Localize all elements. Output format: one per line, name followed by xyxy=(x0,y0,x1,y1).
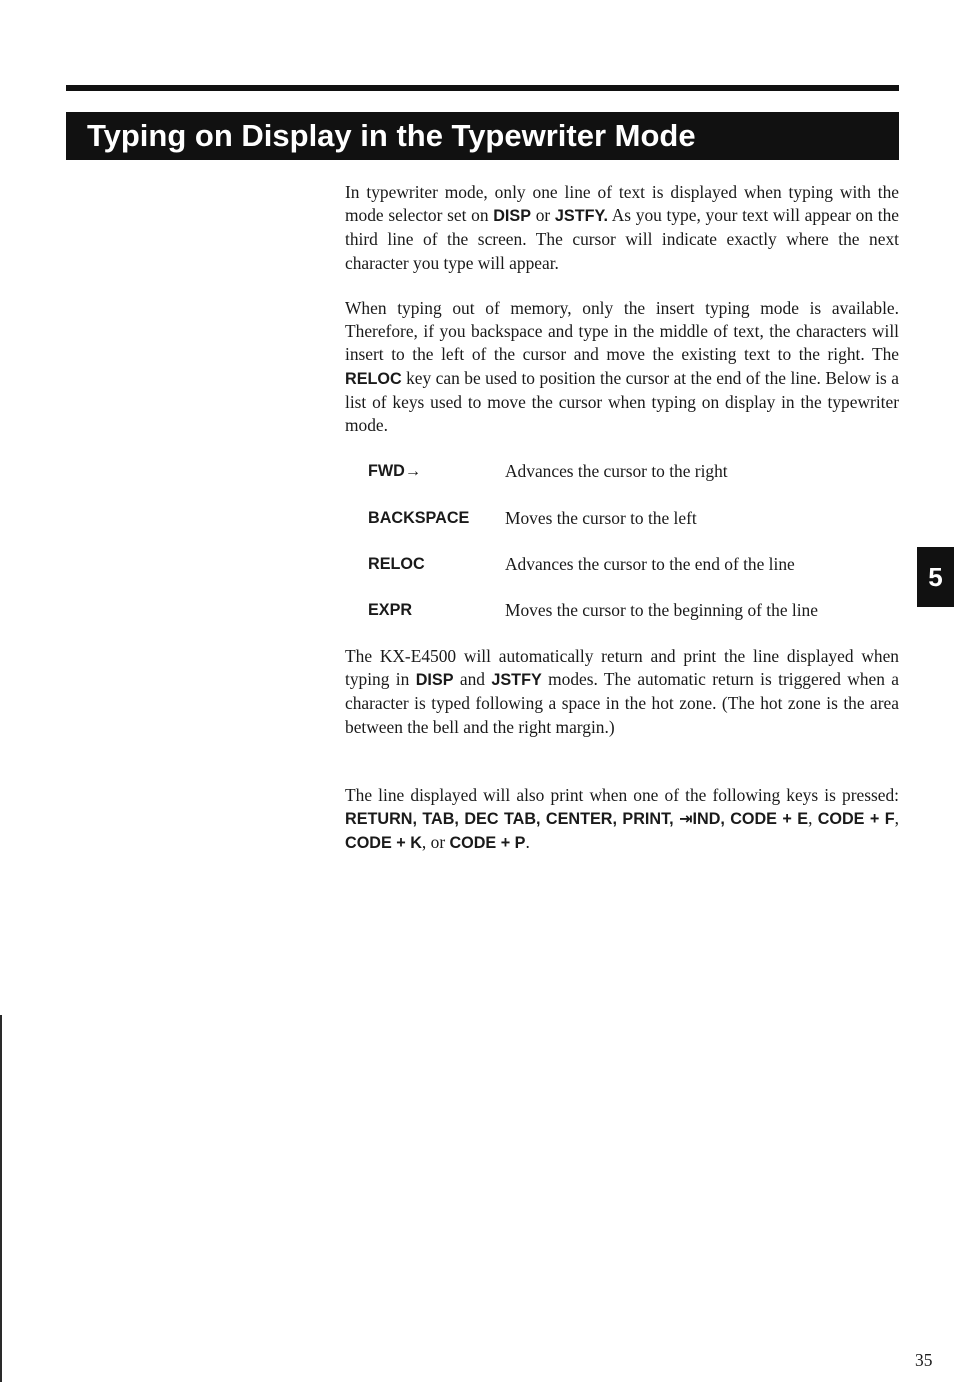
paragraph-text: When typing out of memory, only the insert typing mode is available. Therefore, if you backspace and type in the middle of text, the characters will insert to the left of the cursor and move the existing text to the right. The xyxy=(345,298,899,365)
key-name: RELOC xyxy=(368,555,425,573)
paragraph-text: , xyxy=(808,808,818,829)
key-label-disp: DISP xyxy=(415,671,454,690)
auto-return-paragraph xyxy=(345,645,899,739)
top-rule xyxy=(66,85,899,91)
intro-paragraph xyxy=(345,181,899,275)
key-label-disp: DISP xyxy=(493,207,532,226)
memory-paragraph xyxy=(345,297,899,437)
title-bar xyxy=(66,112,899,160)
key-description: Advances the cursor to the end of the line xyxy=(505,554,795,574)
paragraph-text: . xyxy=(525,832,530,853)
key-description: Moves the cursor to the beginning of the line xyxy=(505,600,818,620)
paragraph-text: As you type, your text will appear on the third line of the screen. The cursor will indicate exactly where the next character you type will appear. xyxy=(345,205,899,273)
paragraph-text: , or xyxy=(421,832,450,853)
chapter-tab: 5 xyxy=(917,547,954,607)
key-label-code-f: CODE + F xyxy=(817,810,895,829)
key-label-code-e: CODE + E xyxy=(730,810,809,829)
page-title: Typing on Display in the Typewriter Mode xyxy=(87,118,696,153)
paragraph-text: key can be used to position the cursor at the end of the line. Below is a list of keys used to move the cursor when typing on display in the typewriter mode. xyxy=(345,367,899,436)
key-label-reloc: RELOC xyxy=(345,369,402,388)
key-label-list: RETURN, TAB, DEC TAB, CENTER, PRINT, xyxy=(345,810,674,829)
key-name: FWD→ xyxy=(368,462,422,480)
paragraph-text: , xyxy=(894,808,899,829)
key-description: Moves the cursor to the left xyxy=(505,508,697,528)
key-label-ind: ⇥IND, xyxy=(678,810,725,829)
scan-edge-line xyxy=(0,1015,2,1382)
paragraph-text: The KX-E4500 will automatically return and print the line displayed when typing in xyxy=(345,646,899,690)
key-label-jstfy: JSTFY. xyxy=(554,207,608,226)
paragraph-text: In typewriter mode, only one line of text is displayed when typing with the mode selector set on xyxy=(345,182,899,226)
paragraph-text: modes. The automatic return is triggered when a character is typed following a space in the hot zone. (The hot zone is the area between the bell and the right margin.) xyxy=(345,669,900,737)
key-label-code-k: CODE + K xyxy=(345,834,422,853)
page-number: 35 xyxy=(915,1350,933,1370)
paragraph-text: The line displayed will also print when one of the following keys is pressed: xyxy=(345,785,899,805)
key-name: EXPR xyxy=(368,601,413,619)
key-label-jstfy: JSTFY xyxy=(491,671,542,690)
key-name: BACKSPACE xyxy=(368,509,470,527)
key-label-code-p: CODE + P xyxy=(449,834,526,853)
paragraph-text: or xyxy=(531,205,555,226)
print-keys-paragraph xyxy=(345,784,899,856)
key-description: Advances the cursor to the right xyxy=(505,461,728,481)
paragraph-text: and xyxy=(453,669,492,690)
